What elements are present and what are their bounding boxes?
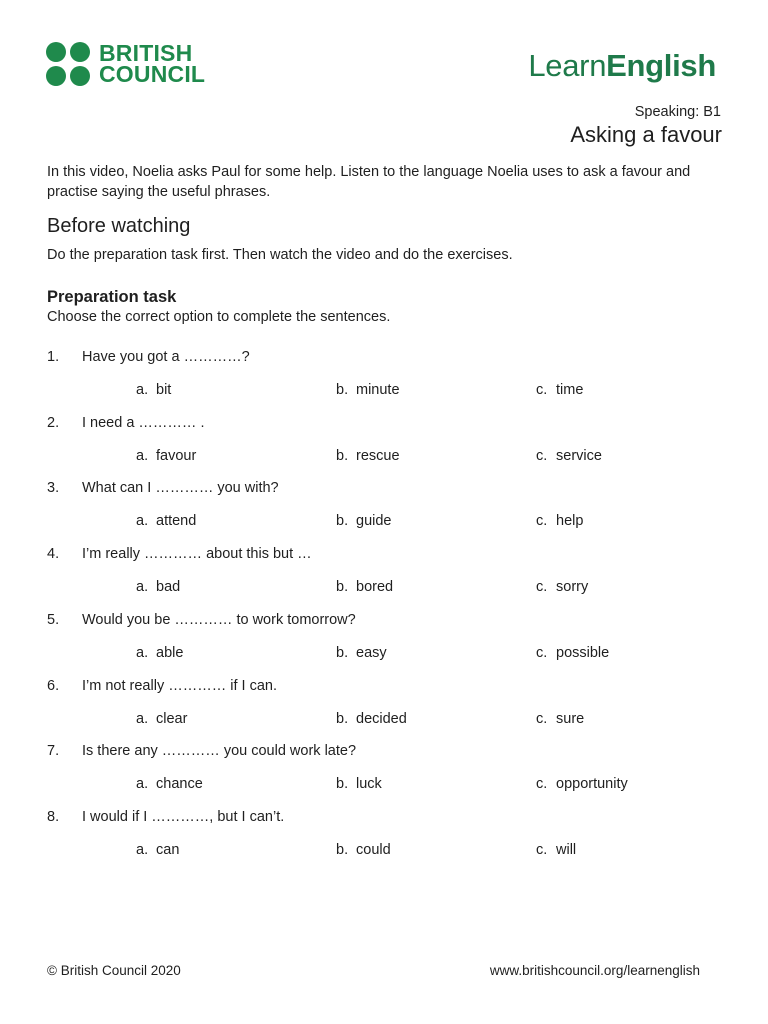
option-letter: b.: [336, 579, 349, 596]
option-text: help: [556, 513, 584, 530]
option-c: [536, 842, 576, 858]
option-c: [536, 513, 583, 529]
before-watching-heading: Before watching: [47, 215, 191, 237]
option-letter: b.: [336, 513, 349, 530]
option-text: bad: [156, 579, 181, 596]
option-text: time: [556, 382, 584, 398]
option-letter: c.: [536, 841, 548, 858]
question-item: [47, 415, 727, 481]
option-b: [336, 776, 382, 792]
question-item: [47, 612, 727, 678]
option-text: could: [356, 841, 391, 858]
question-text: Is there any ………… you could work late?: [82, 743, 357, 760]
option-text: able: [156, 644, 184, 661]
question-number: 2.: [47, 414, 60, 431]
option-b: [336, 448, 400, 464]
question-number: 7.: [47, 743, 60, 760]
before-watching-text: Do the preparation task first. Then watch the video and do the exercises.: [47, 247, 513, 263]
option-letter: a.: [136, 841, 149, 858]
option-b: [336, 579, 393, 595]
option-text: guide: [356, 513, 392, 530]
option-text: minute: [356, 382, 400, 398]
question-item: [47, 743, 727, 809]
question-item: [47, 349, 727, 415]
option-letter: b.: [336, 644, 349, 661]
option-a: [136, 513, 196, 529]
option-letter: a.: [136, 579, 149, 596]
question-item: [47, 678, 727, 744]
option-a: [136, 645, 183, 661]
option-text: chance: [156, 776, 203, 793]
footer-copyright: © British Council 2020: [47, 963, 181, 978]
option-a: [136, 776, 203, 792]
option-text: service: [556, 447, 602, 464]
question-item: [47, 809, 727, 875]
option-c: [536, 579, 588, 595]
option-text: can: [156, 841, 180, 858]
option-letter: c.: [536, 513, 548, 530]
option-text: opportunity: [556, 776, 628, 793]
option-text: decided: [356, 710, 407, 727]
option-text: sure: [556, 710, 585, 727]
option-text: bit: [156, 382, 172, 398]
preparation-task-instruction: Choose the correct option to complete the sentences.: [47, 309, 391, 325]
option-letter: a.: [136, 513, 149, 530]
option-text: will: [556, 841, 577, 858]
question-number: 5.: [47, 611, 60, 628]
option-text: possible: [556, 644, 610, 661]
option-letter: b.: [336, 841, 349, 858]
option-letter: c.: [536, 644, 548, 661]
question-number: 3.: [47, 480, 60, 497]
question-text: What can I ………… you with?: [82, 480, 279, 497]
option-letter: a.: [136, 447, 149, 464]
question-number: 4.: [47, 546, 60, 563]
option-letter: b.: [336, 447, 349, 464]
option-letter: b.: [336, 710, 349, 727]
option-letter: c.: [536, 447, 548, 464]
option-b: [336, 842, 391, 858]
footer-url: www.britishcouncil.org/learnenglish: [489, 963, 700, 978]
option-b: [336, 711, 407, 727]
question-item: [47, 546, 727, 612]
option-letter: c.: [536, 382, 548, 398]
option-c: [536, 448, 602, 464]
question-text: I’m not really ………… if I can.: [82, 677, 277, 694]
option-text: easy: [356, 644, 387, 661]
option-b: [336, 513, 391, 529]
option-a: [136, 842, 179, 858]
option-c: [536, 711, 584, 727]
option-letter: c.: [536, 710, 548, 727]
option-text: favour: [156, 447, 197, 464]
question-text: I need a ………… .: [82, 414, 205, 431]
option-letter: a.: [136, 710, 149, 727]
level-label: Speaking: B1: [634, 104, 721, 120]
option-letter: a.: [136, 776, 149, 793]
option-text: rescue: [356, 447, 400, 464]
option-text: luck: [356, 776, 382, 793]
option-b: [336, 645, 387, 661]
option-c: [536, 776, 628, 792]
question-number: 6.: [47, 677, 60, 694]
british-council-dots-icon: [46, 42, 90, 86]
option-text: sorry: [556, 579, 589, 596]
preparation-task-heading: Preparation task: [47, 288, 177, 306]
option-a: [136, 579, 180, 595]
question-item: [47, 480, 727, 546]
option-text: clear: [156, 710, 188, 727]
page-title: Asking a favour: [570, 122, 722, 147]
intro-paragraph: In this video, Noelia asks Paul for some help. Listen to the language Noelia uses to ask a favour and practise saying the useful phrases.: [47, 164, 691, 200]
option-a: [136, 448, 196, 464]
british-council-wordmark: BRITISH COUNCIL: [99, 40, 206, 87]
option-letter: a.: [136, 644, 149, 661]
learnenglish-logo: LearnEnglish: [528, 48, 716, 83]
question-number: 8.: [47, 808, 60, 825]
option-letter: b.: [336, 776, 349, 793]
option-letter: c.: [536, 579, 548, 596]
british-council-logo: [46, 42, 205, 86]
option-letter: a.: [136, 382, 149, 398]
option-a: [136, 382, 171, 398]
option-text: attend: [156, 513, 197, 530]
question-text: I’m really ………… about this but …: [82, 546, 312, 563]
question-text: I would if I …………, but I can’t.: [82, 808, 285, 825]
option-b: [336, 382, 400, 398]
option-a: [136, 711, 187, 727]
option-c: [536, 382, 583, 398]
question-text: Would you be ………… to work tomorrow?: [82, 611, 356, 628]
option-letter: b.: [336, 382, 349, 398]
question-text: Have you got a …………?: [82, 349, 250, 365]
option-letter: c.: [536, 776, 548, 793]
option-text: bored: [356, 579, 394, 596]
question-number: 1.: [47, 349, 60, 365]
option-c: [536, 645, 609, 661]
